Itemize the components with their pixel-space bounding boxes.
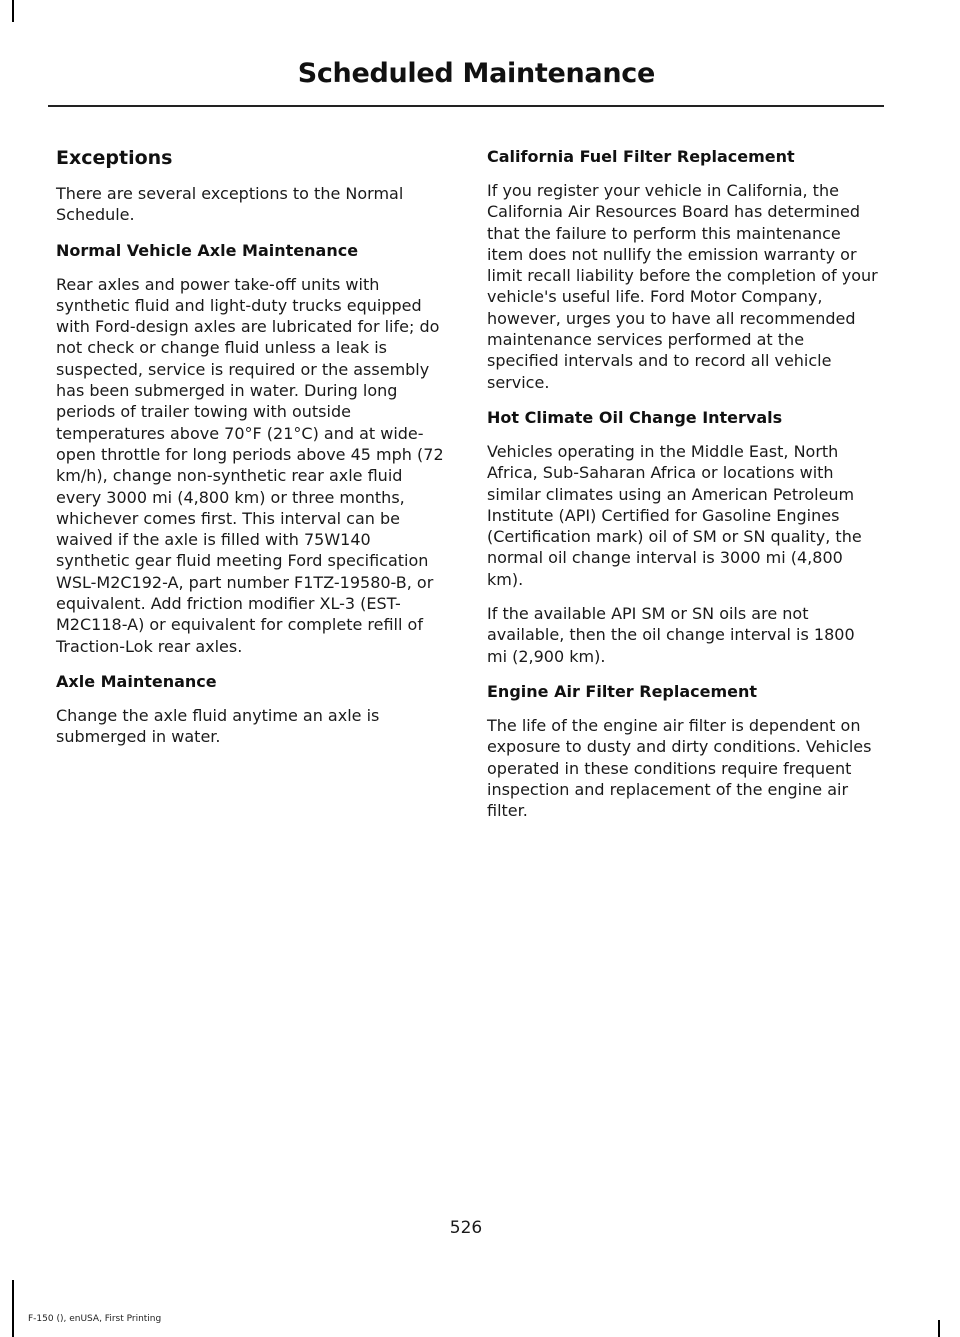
header-divider: [48, 105, 884, 107]
axle-maintenance-paragraph: Change the axle fluid anytime an axle is submerged in water.: [56, 705, 380, 747]
exceptions-heading: Exceptions: [56, 147, 173, 169]
crop-mark-bottom-right: [938, 1320, 940, 1337]
axle-paragraph: Rear axles and power take-off units with synthetic fluid and light-duty trucks equipped with Ford-design axles are lubricated for life; do not check or change fluid unless a leak is suspected, service is required or the assembly has been submerged in water. During long periods of trailer towing with outside temperatures above 70°F (21°C) and at wide-open throttle for long periods above 45 mph (72 km/h), change non-synthetic rear axle fluid every 3000 mi (4,800 km) or three months, whichever comes first. This interval can be waived if the axle is filled with 75W140 synthetic gear fluid meeting Ford specification WSL-M2C192-A, part number F1TZ-19580-B, or equivalent. Add friction modifier XL-3 (EST-M2C118-A) or equivalent for complete refill of Traction-Lok rear axles.: [56, 274, 444, 656]
page-header-title: Scheduled Maintenance: [297, 58, 655, 89]
air-filter-heading: Engine Air Filter Replacement: [487, 681, 758, 701]
axle-maintenance-heading: Axle Maintenance: [56, 671, 217, 691]
hot-climate-paragraph-2: If the available API SM or SN oils are not available, then the oil change interval is 1800 mi (2,900 km).: [487, 604, 855, 666]
edition-footer: F-150 (), enUSA, First Printing: [28, 1314, 162, 1324]
crop-mark-top-left: [12, 0, 14, 22]
california-fuel-filter-paragraph: If you register your vehicle in California, the California Air Resources Board has determined that the failure to perform this maintenance item does not nullify the emission warranty or limit recall liability before the completion of your vehicle's useful life. Ford Motor Company, however, urges you to have all recommended maintenance services performed at the specified intervals and to record all vehicle service.: [487, 181, 878, 392]
hot-climate-paragraph-1: Vehicles operating in the Middle East, North Africa, Sub-Saharan Africa or locations with similar climates using an American Petroleum Institute (API) Certified for Gasoline Engines (Certification mark) oil of SM or SN quality, the normal oil change interval is 3000 mi (4,800 km).: [487, 441, 862, 589]
hot-climate-heading: Hot Climate Oil Change Intervals: [487, 407, 783, 427]
california-fuel-filter-heading: California Fuel Filter Replacement: [487, 147, 795, 166]
axle-heading: Normal Vehicle Axle Maintenance: [56, 240, 359, 260]
crop-mark-bottom-left: [12, 1280, 14, 1337]
right-column: [487, 145, 879, 834]
air-filter-paragraph: The life of the engine air filter is dependent on exposure to dusty and dirty conditions. Vehicles operated in these conditions require frequent inspection and replacement of the engine air filter.: [487, 715, 872, 821]
left-column: [56, 145, 448, 761]
exceptions-paragraph: There are several exceptions to the Normal Schedule.: [56, 184, 404, 225]
page-number: 526: [449, 1218, 483, 1238]
